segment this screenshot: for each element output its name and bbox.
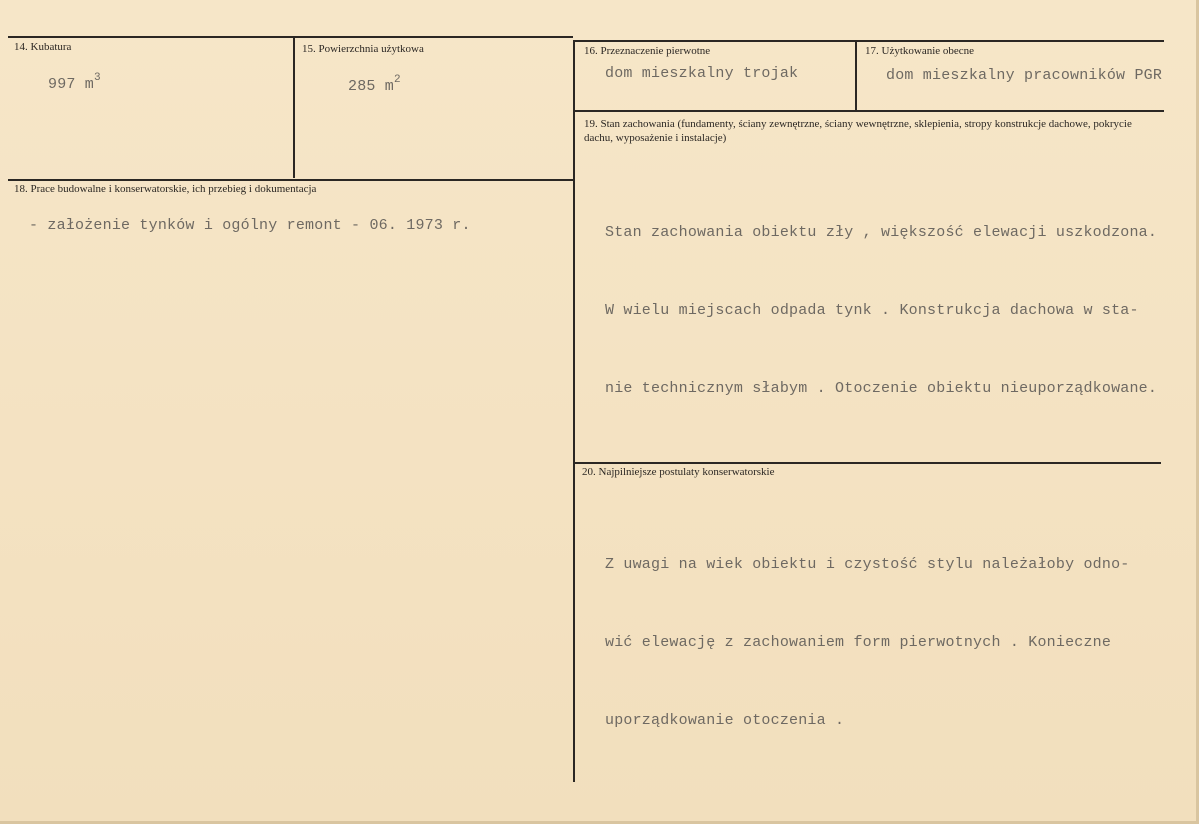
field-15-value [348, 74, 401, 95]
field-14-label: 14. Kubatura [14, 41, 72, 53]
field-14-value [48, 72, 101, 93]
field-18-value: - założenie tynków i ogólny remont - 06. 1973 r. [29, 217, 471, 234]
field-14-unit-exponent: 3 [94, 72, 101, 84]
field-16-label: 16. Przeznaczenie pierwotne [584, 45, 711, 57]
field-15-value-text: 285 m [348, 78, 395, 95]
rule-under-14-15 [8, 179, 573, 181]
field-19-line: nie technicznym słabym . Otoczenie obiektu nieuporządkowane. [605, 380, 1158, 397]
field-15-unit-exponent: 2 [394, 74, 401, 86]
field-18-label: 18. Prace budowalne i konserwatorskie, ich przebieg i dokumentacja [14, 183, 317, 195]
field-20-line: uporządkowanie otoczenia . [605, 712, 845, 729]
rule-above-20 [573, 462, 1161, 464]
field-15-label: 15. Powierzchnia użytkowa [302, 43, 424, 55]
rule-under-16-17 [573, 110, 1164, 112]
top-rule-right [573, 40, 1164, 42]
field-19-label: 19. Stan zachowania (fundamenty, ściany zewnętrzne, ściany wewnętrzne, sklepienia, stropy konstrukcje dachowe, pokrycie dachu, wyposażenie i instalacje) [584, 118, 1132, 144]
field-20-text [605, 500, 1129, 786]
field-16-value: dom mieszkalny trojak [605, 65, 799, 82]
field-20-line: wić elewację z zachowaniem form pierwotnych . Konieczne [605, 634, 1112, 651]
field-20-label: 20. Najpilniejsze postulaty konserwatorskie [582, 466, 775, 478]
field-17-value: dom mieszkalny pracowników PGR [886, 67, 1163, 84]
main-divider [573, 40, 575, 782]
field-19-line: W wielu miejscach odpada tynk . Konstrukcja dachowa w sta- [605, 302, 1139, 319]
field-19-line: Stan zachowania obiektu zły , większość elewacji uszkodzona. [605, 224, 1158, 241]
field-14-value-text: 997 m [48, 76, 95, 93]
field-19-text [605, 168, 1157, 454]
divider-16-17 [855, 40, 857, 110]
top-rule-left [8, 36, 573, 38]
divider-14-15 [293, 36, 295, 178]
field-20-line: Z uwagi na wiek obiektu i czystość stylu należałoby odno- [605, 556, 1130, 573]
field-17-label: 17. Użytkowanie obecne [865, 45, 975, 57]
